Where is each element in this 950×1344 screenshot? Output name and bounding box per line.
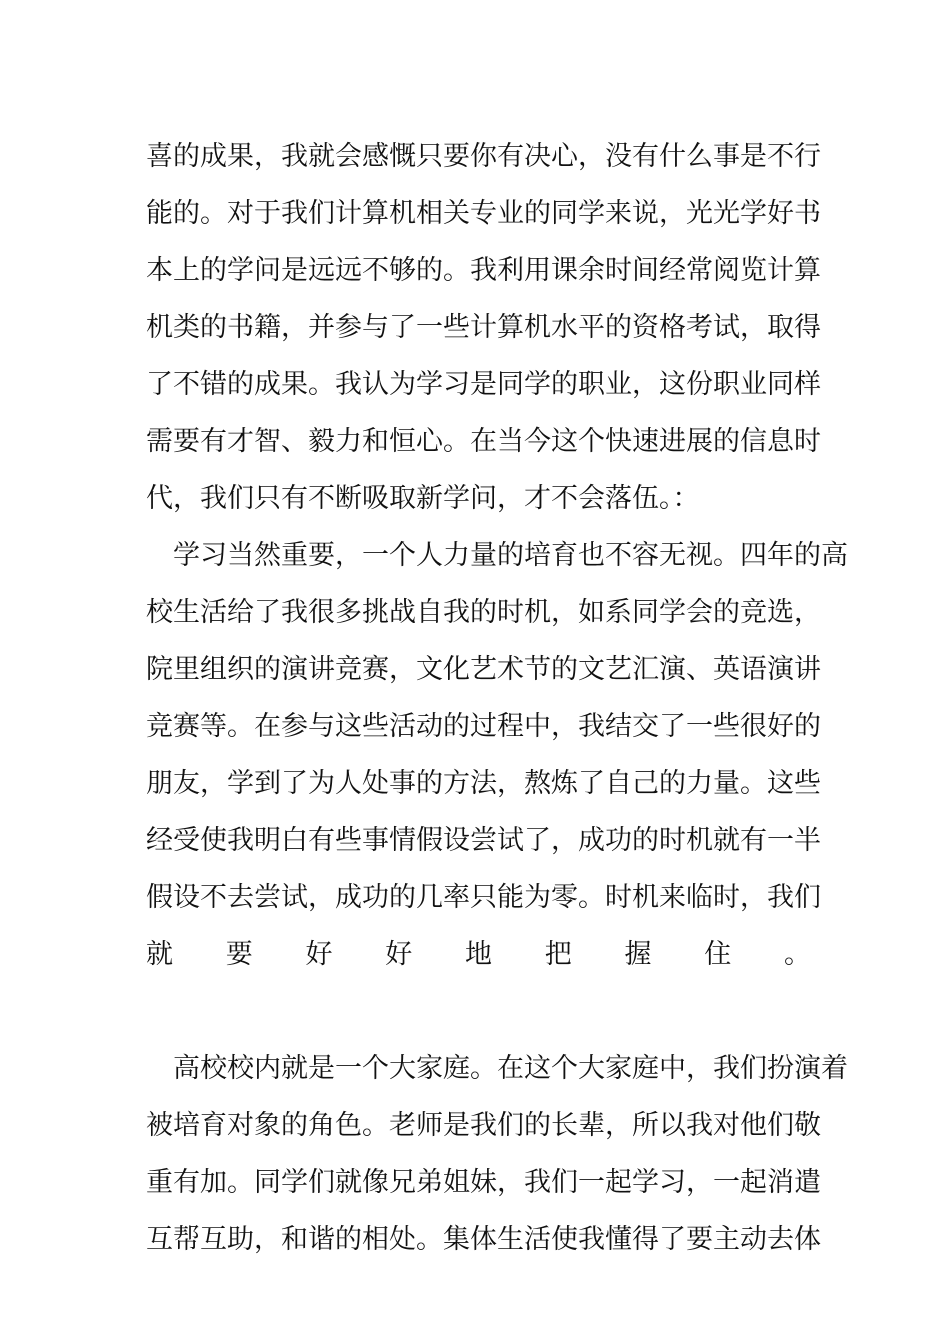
text-line: 互帮互助，和谐的相处。集体生活使我懂得了要主动去体 — [146, 1224, 821, 1255]
text-line: 本上的学问是远远不够的。我利用课余时间经常阅览计算 — [146, 255, 821, 286]
text-line: 了不错的成果。我认为学习是同学的职业，这份职业同样 — [146, 369, 821, 400]
text-line: 朋友，学到了为人处事的方法，熬炼了自己的力量。这些 — [146, 768, 821, 799]
text-line: 高校校内就是一个大家庭。在这个大家庭中，我们扮演着 — [173, 1053, 848, 1084]
text-line: 能的。对于我们计算机相关专业的同学来说，光光学好书 — [146, 198, 821, 229]
text-line: 校生活给了我很多挑战自我的时机，如系同学会的竞选， — [146, 597, 821, 628]
text-line — [146, 983, 811, 1040]
text-line: 机类的书籍，并参与了一些计算机水平的资格考试，取得 — [146, 312, 821, 343]
text-line: 经受使我明白有些事情假设尝试了，成功的时机就有一半 — [146, 825, 821, 856]
text-line: 代，我们只有不断吸取新学问，才不会落伍。： — [146, 483, 700, 514]
text-line: 竞赛等。在参与这些活动的过程中，我结交了一些很好的 — [146, 711, 821, 742]
text-line: 就要好好地把握住。 — [146, 939, 811, 970]
text-line: 院里组织的演讲竞赛，文化艺术节的文艺汇演、英语演讲 — [146, 654, 821, 685]
text-line: 被培育对象的角色。老师是我们的长辈，所以我对他们敬 — [146, 1110, 821, 1141]
text-line: 重有加。同学们就像兄弟姐妹，我们一起学习，一起消遣 — [146, 1167, 821, 1198]
text-line: 喜的成果，我就会感慨只要你有决心，没有什么事是不行 — [146, 141, 821, 172]
text-line: 需要有才智、毅力和恒心。在当今这个快速进展的信息时 — [146, 426, 821, 457]
body-text — [146, 128, 848, 1268]
text-line: 假设不去尝试，成功的几率只能为零。时机来临时，我们 — [146, 882, 821, 913]
text-line: 学习当然重要，一个人力量的培育也不容无视。四年的高 — [173, 540, 848, 571]
